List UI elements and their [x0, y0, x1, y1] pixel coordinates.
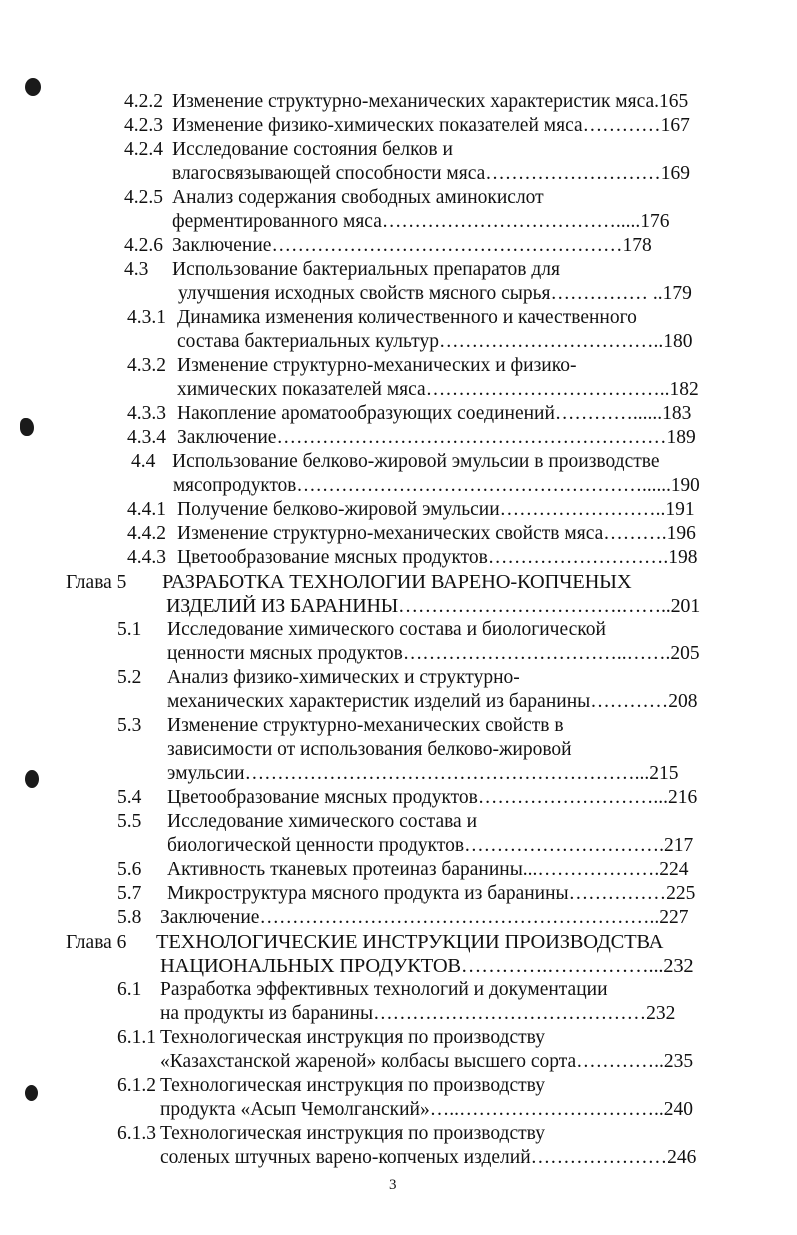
toc-entry-title: Динамика изменения количественного и качественного — [177, 307, 637, 328]
toc-entry-title: эмульсии……………………………………………………...215 — [167, 763, 679, 784]
toc-chapter — [66, 570, 631, 594]
toc-entry-title: состава бактериальных культур……………………………..180 — [177, 331, 693, 352]
toc-chapter-number: Глава 5 — [66, 572, 127, 593]
toc-entry-title: на продукты из баранины……………………………………232 — [160, 1003, 676, 1024]
toc-entry-title: Цветообразование мясных продуктов………………………...216 — [167, 787, 698, 808]
toc-entry — [117, 978, 608, 1002]
toc-entry-number: 5.2 — [117, 667, 142, 688]
toc-chapter-title: ТЕХНОЛОГИЧЕСКИЕ ИНСТРУКЦИИ ПРОИЗВОДСТВА — [156, 931, 664, 953]
toc-entry — [173, 474, 700, 498]
toc-entry-number: 4.4.2 — [127, 523, 166, 544]
toc-entry-number: 5.8 — [117, 907, 142, 928]
toc-entry — [160, 1098, 693, 1122]
toc-entry — [124, 186, 544, 210]
toc-entry-number: 5.4 — [117, 787, 142, 808]
toc-entry-title: Исследование химического состава и — [167, 811, 478, 832]
toc-entry — [131, 450, 660, 474]
toc-entry-title: Заключение………………………………………………178 — [172, 235, 652, 256]
toc-entry-title: ценности мясных продуктов……………………………..…….205 — [167, 643, 700, 664]
toc-entry — [117, 1026, 545, 1050]
toc-entry-number: 4.4.1 — [127, 499, 166, 520]
toc-entry-title: Исследование химического состава и биологической — [167, 619, 606, 640]
toc-entry-title: Цветообразование мясных продуктов……………………….198 — [177, 547, 698, 568]
toc-entry-title: биологической ценности продуктов………………………….217 — [167, 835, 694, 856]
toc-entry — [117, 810, 477, 834]
toc-entry — [167, 762, 678, 786]
toc-entry-title: продукта «Асып Чемолганский»…..…………………………..240 — [160, 1099, 693, 1120]
toc-chapter — [66, 930, 663, 954]
toc-entry — [124, 258, 560, 282]
toc-entry-number: 5.1 — [117, 619, 142, 640]
toc-entry-title: Накопление ароматообразующих соединений…………......183 — [177, 403, 692, 424]
toc-entry — [117, 1074, 545, 1098]
toc-chapter-number: Глава 6 — [66, 932, 127, 953]
toc-entry — [127, 522, 696, 546]
toc-entry-title: Изменение структурно-механических свойств мяса……….196 — [177, 523, 696, 544]
toc-entry-number: 5.6 — [117, 859, 142, 880]
page-number: 3 — [389, 1177, 397, 1193]
toc-entry-number: 6.1.2 — [117, 1075, 156, 1096]
toc-entry — [117, 714, 564, 738]
toc-entry-title: мясопродуктов………………………………………………......190 — [173, 475, 700, 496]
toc-entry-number: 4.4.3 — [127, 547, 166, 568]
toc-chapter-title: НАЦИОНАЛЬНЫХ ПРОДУКТОВ………….……………...232 — [160, 955, 694, 977]
toc-entry-title: Заключение……………………………………………………..227 — [160, 907, 689, 928]
toc-entry-number: 4.2.2 — [124, 91, 163, 112]
toc-entry-title: Анализ физико-химических и структурно- — [167, 667, 520, 688]
toc-entry-title: Исследование состояния белков и — [172, 139, 453, 160]
toc-entry — [177, 330, 692, 354]
toc-entry-number: 6.1.1 — [117, 1027, 156, 1048]
toc-entry — [167, 738, 572, 762]
toc-entry-title: Анализ содержания свободных аминокислот — [172, 187, 544, 208]
toc-entry — [124, 90, 688, 114]
toc-entry-number: 4.2.5 — [124, 187, 163, 208]
toc-chapter — [160, 954, 693, 978]
toc-entry-title: Разработка эффективных технологий и документации — [160, 979, 608, 1000]
toc-entry — [117, 858, 689, 882]
toc-entry — [117, 906, 688, 930]
toc-entry — [127, 402, 691, 426]
toc-entry-title: Изменение физико-химических показателей мяса…………167 — [172, 115, 690, 136]
toc-entry-title: влагосвязывающей способности мяса………………………169 — [172, 163, 691, 184]
toc-entry-title: механических характеристик изделий из баранины…………208 — [167, 691, 698, 712]
toc-entry — [127, 426, 696, 450]
toc-entry — [117, 666, 520, 690]
toc-entry-title: Изменение структурно-механических свойств в — [167, 715, 564, 736]
scan-mark — [25, 1085, 38, 1101]
toc-entry — [117, 618, 606, 642]
toc-entry-number: 4.4 — [131, 451, 156, 472]
toc-entry — [172, 162, 690, 186]
toc-chapter-title: РАЗРАБОТКА ТЕХНОЛОГИИ ВАРЕНО-КОПЧЕНЫХ — [162, 571, 632, 593]
toc-entry — [127, 546, 698, 570]
toc-entry-number: 5.7 — [117, 883, 142, 904]
toc-entry-title: Заключение……………………………………………………189 — [177, 427, 696, 448]
toc-entry-title: Микроструктура мясного продукта из баранины……………225 — [167, 883, 696, 904]
toc-entry-number: 6.1 — [117, 979, 142, 1000]
toc-entry — [178, 282, 692, 306]
toc-entry-title: «Казахстанской жареной» колбасы высшего сорта…………..235 — [160, 1051, 694, 1072]
toc-entry-number: 6.1.3 — [117, 1123, 156, 1144]
toc-entry-title: Технологическая инструкция по производству — [160, 1075, 545, 1096]
toc-entry — [127, 498, 695, 522]
toc-entry-number: 4.2.3 — [124, 115, 163, 136]
toc-entry — [167, 642, 700, 666]
toc-entry-title: зависимости от использования белково-жировой — [167, 739, 572, 760]
toc-entry-title: Технологическая инструкция по производству — [160, 1123, 545, 1144]
toc-entry-number: 4.3.2 — [127, 355, 166, 376]
toc-entry — [124, 114, 690, 138]
toc-entry — [117, 1122, 545, 1146]
toc-entry-title: Использование бактериальных препаратов для — [172, 259, 560, 280]
toc-entry-number: 4.3.1 — [127, 307, 166, 328]
scan-mark — [25, 78, 41, 96]
toc-entry — [124, 138, 453, 162]
toc-entry-number: 5.5 — [117, 811, 142, 832]
toc-entry-title: Активность тканевых протеиназ баранины...……………….224 — [167, 859, 689, 880]
toc-entry-title: Изменение структурно-механических и физико- — [177, 355, 577, 376]
toc-entry-number: 4.3 — [124, 259, 149, 280]
toc-chapter-title: ИЗДЕЛИЙ ИЗ БАРАНИНЫ…………………………….……..201 — [166, 595, 701, 617]
toc-entry — [127, 354, 576, 378]
toc-entry — [127, 306, 637, 330]
toc-entry — [167, 834, 693, 858]
toc-entry — [160, 1002, 675, 1026]
toc-entry — [177, 378, 699, 402]
toc-entry — [117, 882, 695, 906]
toc-entry-title: соленых штучных варено-копченых изделий…………………246 — [160, 1147, 697, 1168]
toc-entry — [172, 210, 669, 234]
toc-entry-number: 4.2.4 — [124, 139, 163, 160]
scan-mark — [20, 418, 34, 436]
scan-mark — [25, 770, 39, 788]
toc-entry-title: Использование белково-жировой эмульсии в производстве — [172, 451, 660, 472]
toc-entry — [167, 690, 697, 714]
toc-entry-number: 4.2.6 — [124, 235, 163, 256]
toc-entry-title: Изменение структурно-механических характеристик мяса.165 — [172, 91, 689, 112]
toc-entry-number: 4.3.4 — [127, 427, 166, 448]
toc-entry-number: 4.3.3 — [127, 403, 166, 424]
toc-chapter — [166, 594, 700, 618]
toc-entry-title: ферментированного мяса……………………………….....176 — [172, 211, 670, 232]
toc-entry — [160, 1146, 696, 1170]
toc-entry-title: Технологическая инструкция по производству — [160, 1027, 545, 1048]
toc-entry — [117, 786, 697, 810]
toc-entry-number: 5.3 — [117, 715, 142, 736]
toc-entry-title: улучшения исходных свойств мясного сырья…………… ..179 — [178, 283, 692, 304]
toc-entry-title: Получение белково-жировой эмульсии……………………..191 — [177, 499, 695, 520]
toc-entry-title: химических показателей мяса………………………………..182 — [177, 379, 699, 400]
toc-entry — [160, 1050, 693, 1074]
toc-entry — [124, 234, 652, 258]
